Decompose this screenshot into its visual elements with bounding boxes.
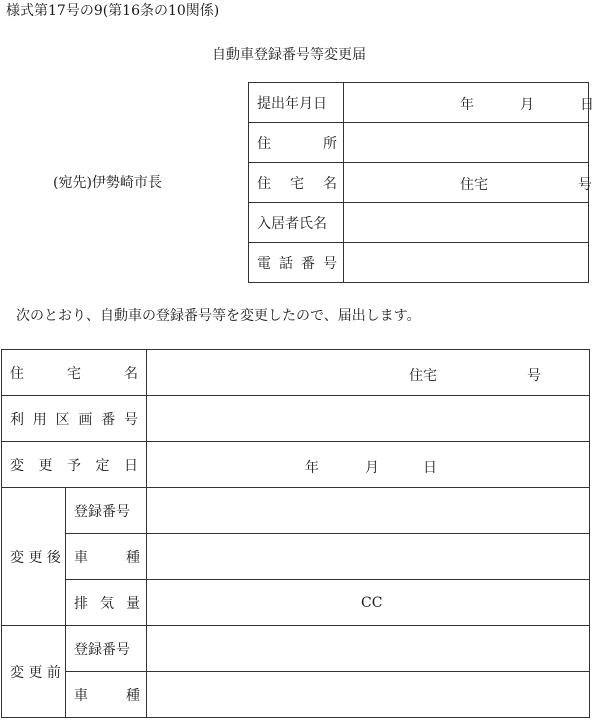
lot-number-field[interactable]	[147, 396, 590, 442]
phone-row	[249, 243, 589, 283]
form-number: 様式第17号の9(第16条の10関係)	[6, 3, 220, 19]
detail-residence-field[interactable]	[147, 350, 590, 396]
detail-residence-prefix: 住宅	[409, 368, 437, 384]
after-displacement-field[interactable]	[147, 580, 590, 626]
occupant-row	[249, 203, 589, 243]
detail-residence-suffix: 号	[527, 368, 541, 384]
applicant-table	[248, 82, 594, 283]
occupant-label: 入居者氏名	[249, 203, 344, 243]
before-vehicle-type-field[interactable]	[147, 672, 590, 718]
before-reg-row	[2, 626, 590, 672]
residence-label: 住 宅 名	[249, 163, 344, 203]
residence-suffix: 号	[578, 177, 592, 193]
after-reg-number-label: 登録番号	[66, 488, 147, 534]
after-reg-number-field[interactable]	[147, 488, 590, 534]
change-date-field[interactable]	[147, 442, 590, 488]
phone-field[interactable]	[344, 243, 589, 283]
day-label: 日	[580, 97, 594, 113]
residence-prefix: 住宅	[460, 177, 488, 193]
submit-date-label: 提出年月日	[249, 83, 344, 123]
month-label: 月	[520, 97, 534, 113]
after-displacement-row	[2, 580, 590, 626]
after-vehicle-type-label: 車 種	[66, 534, 147, 580]
change-year-label: 年	[305, 460, 319, 476]
after-displacement-label: 排 気 量	[66, 580, 147, 626]
address-row	[249, 123, 589, 163]
submit-date-field[interactable]	[344, 83, 594, 123]
displacement-unit: CC	[361, 595, 383, 611]
change-day-label: 日	[423, 460, 437, 476]
detail-residence-label: 住 宅 名	[2, 350, 147, 396]
detail-residence-row	[2, 350, 590, 396]
lot-number-label: 利 用 区 画 番 号	[2, 396, 147, 442]
change-date-label: 変 更 予 定 日	[2, 442, 147, 488]
phone-label: 電 話 番 号	[249, 243, 344, 283]
change-month-label: 月	[365, 460, 379, 476]
lot-number-row	[2, 396, 590, 442]
residence-row	[249, 163, 589, 203]
address-label: 住 所	[249, 123, 344, 163]
details-table	[1, 349, 590, 718]
before-vehicle-type-label: 車 種	[66, 672, 147, 718]
addressee: (宛先)伊勢崎市長	[53, 175, 162, 191]
form-title: 自動車登録番号等変更届	[212, 47, 366, 63]
statement: 次のとおり、自動車の登録番号等を変更したので、届出します。	[16, 308, 421, 324]
after-reg-row	[2, 488, 590, 534]
occupant-field[interactable]	[344, 203, 589, 243]
after-vehicle-type-row	[2, 534, 590, 580]
after-vehicle-type-field[interactable]	[147, 534, 590, 580]
before-reg-number-label: 登録番号	[66, 626, 147, 672]
residence-field[interactable]	[344, 163, 592, 203]
before-reg-number-field[interactable]	[147, 626, 590, 672]
before-vehicle-type-row	[2, 672, 590, 718]
after-group-label: 変 更 後	[2, 488, 66, 626]
submit-date-row	[249, 83, 589, 123]
address-field[interactable]	[344, 123, 589, 163]
change-date-row	[2, 442, 590, 488]
before-group-label: 変 更 前	[2, 626, 66, 718]
year-label: 年	[460, 97, 474, 113]
